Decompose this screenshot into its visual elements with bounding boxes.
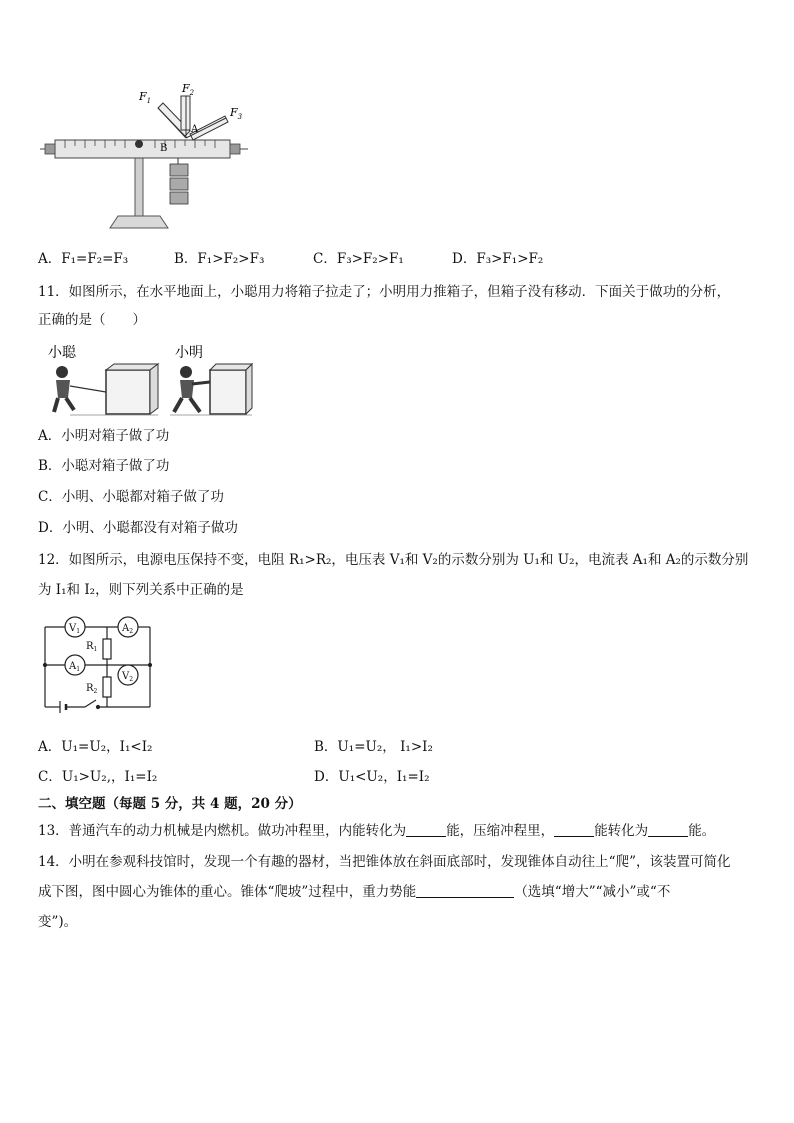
f1-label: $F_1$ (139, 90, 152, 105)
r1-label: $R_1$ (86, 641, 98, 653)
q11-option-a: A．小明对箱子做了功 (38, 428, 170, 444)
q11-option-b: B．小聪对箱子做了功 (38, 458, 170, 474)
box-push-pull-figure (40, 340, 255, 420)
q14-line2-part1: 成下图，图中圆心为锥体的重心。锥体“爬坡”过程中，重力势能 (38, 884, 417, 900)
q14-line1: 14．小明在参观科技馆时，发现一个有趣的器材，当把锥体放在斜面底部时，发现锥体自动往上“爬”，该装置可简化 (38, 854, 731, 870)
circuit-diagram (40, 615, 155, 720)
lever-diagram (40, 78, 250, 238)
point-b-label: B (160, 143, 168, 154)
circuit-figure (40, 615, 155, 720)
q13-part2: 能，压缩冲程里， (446, 823, 555, 839)
section-title: 二、填空题（每题 5 分，共 4 题，20 分） (38, 796, 302, 812)
q13-part4: 能。 (688, 823, 716, 839)
q12-stem-line2: 为 I₁和 I₂，则下列关系中正确的是 (38, 582, 244, 598)
q10-option-a: A．F₁=F₂=F₃ (38, 251, 129, 267)
push-pull-diagram (40, 340, 255, 420)
q11-stem-line2: 正确的是（ ） (38, 312, 146, 328)
q12-option-c: C．U₁>U₂,，I₁=I₂ (38, 769, 158, 785)
a2-meter-label: $A_2$ (122, 623, 134, 635)
label-xiaocong: 小聪 (48, 345, 76, 361)
q11-option-d: D．小明、小聪都没有对箱子做功 (38, 520, 238, 536)
lever-figure (40, 78, 250, 238)
q13-blank-1[interactable] (406, 822, 446, 837)
q14-line2-part2: （选填“增大”“减小”或“不 (514, 884, 671, 900)
q10-option-c: C．F₃>F₂>F₁ (313, 251, 404, 267)
v1-meter-label: $V_1$ (69, 623, 81, 635)
point-a-label: A (191, 124, 199, 135)
a1-meter-label: $A_1$ (69, 661, 81, 673)
r2-label: $R_2$ (86, 683, 98, 695)
q10-option-d: D．F₃>F₁>F₂ (452, 251, 544, 267)
q12-option-b: B．U₁=U₂， I₁>I₂ (314, 739, 433, 755)
q14-blank[interactable] (416, 883, 514, 898)
q14-line3: 变”)。 (38, 914, 78, 930)
q13-blank-2[interactable] (554, 822, 594, 837)
q12-option-d: D．U₁<U₂，I₁=I₂ (314, 769, 430, 785)
f2-label: $F_2$ (182, 82, 195, 97)
q12-option-a: A．U₁=U₂，I₁<I₂ (38, 739, 153, 755)
q13-blank-3[interactable] (648, 822, 688, 837)
q13-part1: 13．普通汽车的动力机械是内燃机。做功冲程里，内能转化为 (38, 823, 407, 839)
q12-stem-line1: 12．如图所示，电源电压保持不变，电阻 R₁>R₂，电压表 V₁和 V₂的示数分别为 U₁和 U₂，电流表 A₁和 A₂的示数分别 (38, 552, 749, 568)
q13-part3: 能转化为 (594, 823, 649, 839)
q10-option-b: B．F₁>F₂>F₃ (174, 251, 265, 267)
q13-stem (38, 821, 715, 841)
f3-label: $F_3$ (230, 106, 243, 121)
q11-stem-line1: 11．如图所示，在水平地面上，小聪用力将箱子拉走了；小明用力推箱子，但箱子没有移动．下面关于做功的分析， (38, 284, 731, 300)
q14-line2 (38, 882, 670, 902)
q11-option-c: C．小明、小聪都对箱子做了功 (38, 489, 224, 505)
label-xiaoming: 小明 (175, 345, 203, 361)
v2-meter-label: $V_2$ (122, 671, 134, 683)
